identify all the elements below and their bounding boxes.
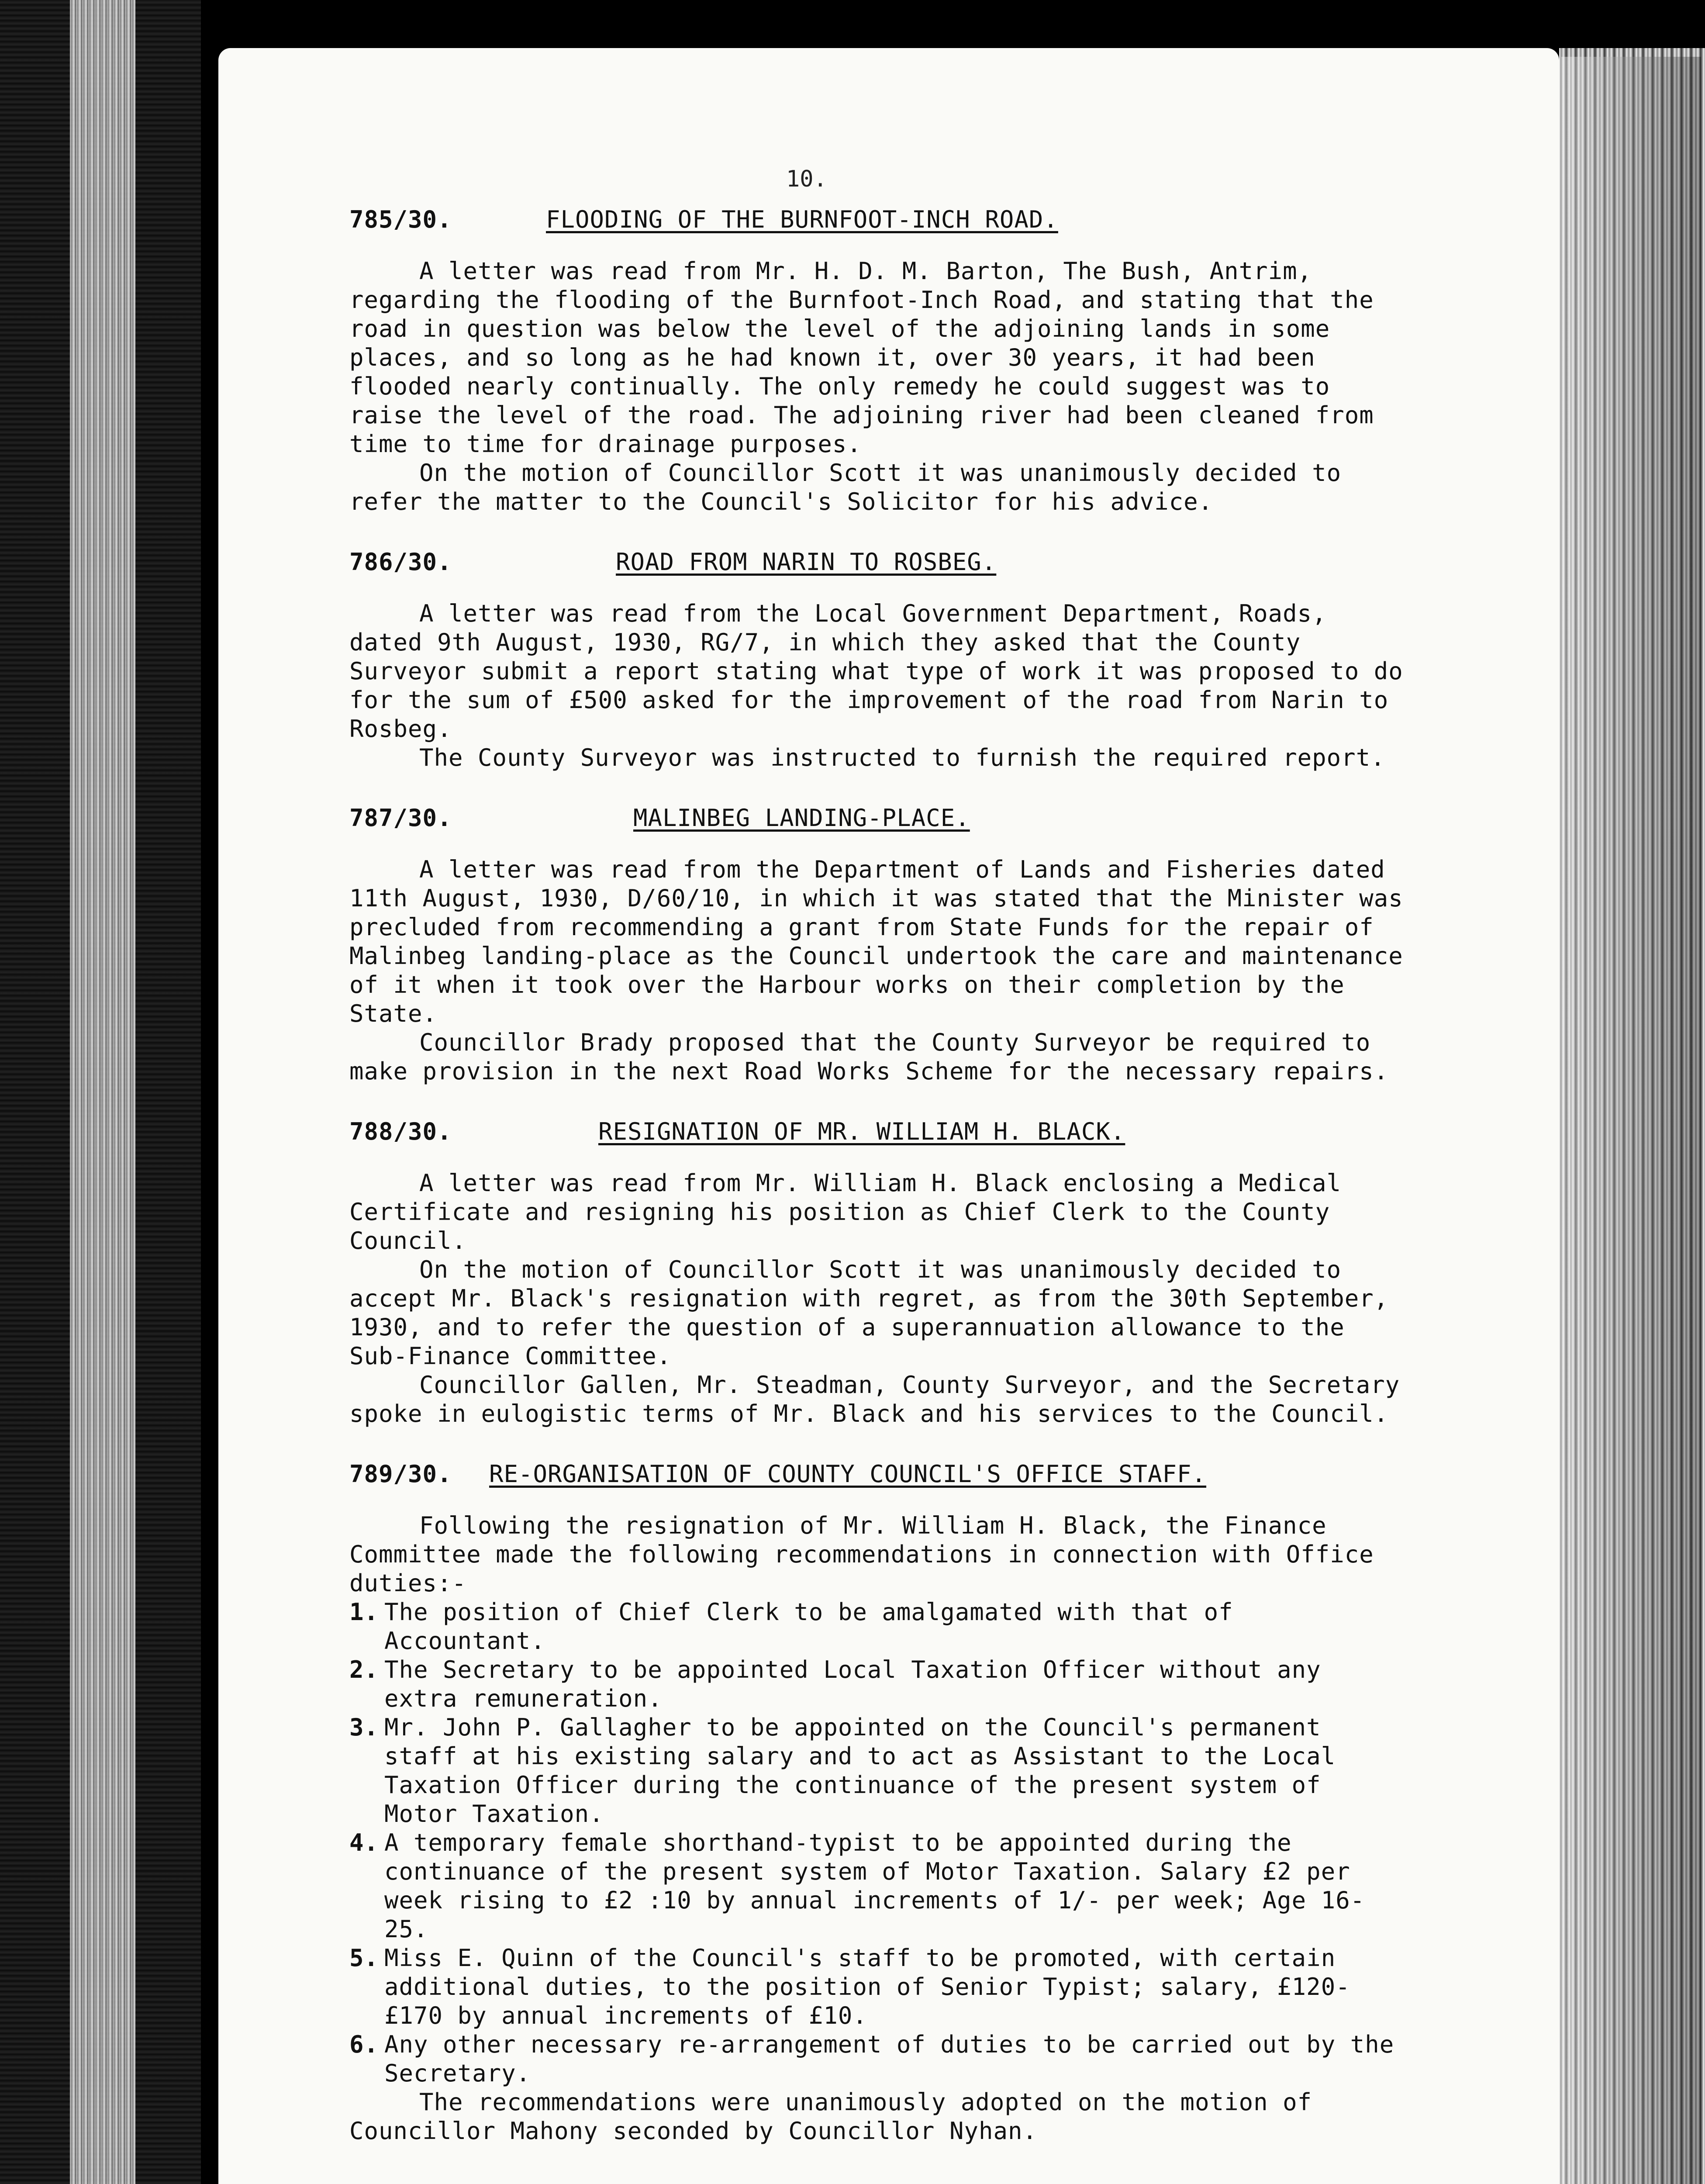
minute-number: 788/30. — [349, 1118, 452, 1145]
minute-number: 789/30. — [349, 1460, 452, 1488]
minute-title: MALINBEG LANDING-PLACE. — [633, 804, 970, 832]
recommendation-number: 2. — [349, 1656, 379, 1683]
minute-title: ROAD FROM NARIN TO ROSBEG. — [616, 548, 997, 576]
recommendation-text: Any other necessary re-arrangement of duties to be carried out by the Secretary. — [384, 2031, 1394, 2087]
minute-paragraph: The County Surveyor was instructed to furnish the required report. — [419, 744, 1385, 771]
recommendation-number: 4. — [349, 1829, 379, 1856]
recommendation-item — [349, 1598, 1406, 1655]
minute-header — [349, 804, 1406, 833]
minute-closing: The recommendations were unanimously adopted on the motion of Councillor Mahony seconded by Councillor Nyhan. — [349, 2088, 1312, 2145]
minute-number: 787/30. — [349, 804, 452, 832]
minute-paragraph: A letter was read from Mr. H. D. M. Barton, The Bush, Antrim, regarding the flooding of the Burnfoot-Inch Road, and stating that the road in question was below the level of the adjoining lands in some places, and so long as he had known it, over 30 years, it had been flooded nearly continually. The only remedy he could suggest was to raise the level of the road. The adjoining river had been cleaned from time to time for drainage purposes. — [349, 257, 1374, 458]
minute-789 — [349, 1460, 1406, 2146]
minute-title: RESIGNATION OF MR. WILLIAM H. BLACK. — [598, 1118, 1125, 1145]
recommendation-item — [349, 1828, 1406, 1944]
minute-intro: Following the resignation of Mr. William H. Black, the Finance Committee made the following recommendations in connection with Office duties:- — [349, 1512, 1374, 1597]
recommendation-text: Mr. John P. Gallagher to be appointed on the Council's permanent staff at his existing salary and to act as Assistant to the Local Taxation Officer during the continuance of the present system of Motor Taxation. — [384, 1714, 1336, 1828]
recommendation-number: 1. — [349, 1598, 379, 1626]
minute-paragraph: A letter was read from Mr. William H. Black enclosing a Medical Certificate and resigning his position as Chief Clerk to the County Council. — [349, 1169, 1342, 1254]
minute-paragraph: Councillor Brady proposed that the County Surveyor be required to make provision in the next Road Works Scheme for the necessary repairs. — [349, 1029, 1389, 1085]
minute-title: FLOODING OF THE BURNFOOT-INCH ROAD. — [546, 206, 1058, 233]
minute-paragraph: On the motion of Councillor Scott it was unanimously decided to refer the matter to the Council's Solicitor for his advice. — [349, 459, 1342, 515]
minutes-body — [349, 205, 1406, 2177]
recommendation-number: 3. — [349, 1714, 379, 1741]
minute-785 — [349, 205, 1406, 516]
minute-paragraph: A letter was read from the Local Government Department, Roads, dated 9th August, 1930, RG/7, in which they asked that the County Surveyor submit a report stating what type of work it was proposed to do for the sum of £500 asked for the improvement of the road from Narin to Rosbeg. — [349, 600, 1403, 743]
minute-788 — [349, 1117, 1406, 1428]
minute-paragraph: Councillor Gallen, Mr. Steadman, County Surveyor, and the Secretary spoke in eulogistic terms of Mr. Black and his services to the Council. — [349, 1371, 1400, 1427]
minute-786 — [349, 548, 1406, 772]
minute-number: 785/30. — [349, 206, 452, 233]
page-number: 10. — [786, 166, 827, 192]
minute-paragraph: A letter was read from the Department of Lands and Fisheries dated 11th August, 1930, D/60/10, in which it was stated that the Minister was precluded from recommending a grant from State Funds for the repair of Malinbeg landing-place as the Council undertook the care and maintenance of it when it took over the Harbour works on their completion by the State. — [349, 856, 1403, 1027]
minute-paragraph: On the motion of Councillor Scott it was unanimously decided to accept Mr. Black's resignation with regret, as from the 30th September, 1930, and to refer the question of a superannuation allowance to the Sub-Finance Committee. — [349, 1256, 1389, 1370]
recommendation-text: The position of Chief Clerk to be amalgamated with that of Accountant. — [384, 1598, 1233, 1655]
recommendation-text: The Secretary to be appointed Local Taxation Officer without any extra remuneration. — [384, 1656, 1321, 1712]
minute-header — [349, 1117, 1406, 1146]
recommendations-list — [349, 1598, 1406, 2088]
recommendation-text: Miss E. Quinn of the Council's staff to be promoted, with certain additional duties, to the position of Senior Typist; salary, £120-£170 by annual increments of £10. — [384, 1944, 1350, 2029]
recommendation-item — [349, 2030, 1406, 2088]
book-binding-edge — [70, 0, 135, 2184]
minute-header — [349, 548, 1406, 577]
recommendation-text: A temporary female shorthand-typist to be appointed during the continuance of the present system of Motor Taxation. Salary £2 per week rising to £2 :10 by annual increments of 1/- per week; Age 16-25. — [384, 1829, 1365, 1943]
minute-787 — [349, 804, 1406, 1086]
minute-header — [349, 1460, 1406, 1489]
minute-number: 786/30. — [349, 548, 452, 576]
minute-header — [349, 205, 1406, 234]
recommendation-number: 5. — [349, 1944, 379, 1972]
page-stack-shadow — [1561, 57, 1701, 2184]
recommendation-item — [349, 1944, 1406, 2030]
recommendation-item — [349, 1713, 1406, 1828]
minute-title: RE-ORGANISATION OF COUNTY COUNCIL'S OFFICE STAFF. — [489, 1460, 1207, 1488]
recommendation-number: 6. — [349, 2031, 379, 2058]
recommendation-item — [349, 1655, 1406, 1713]
